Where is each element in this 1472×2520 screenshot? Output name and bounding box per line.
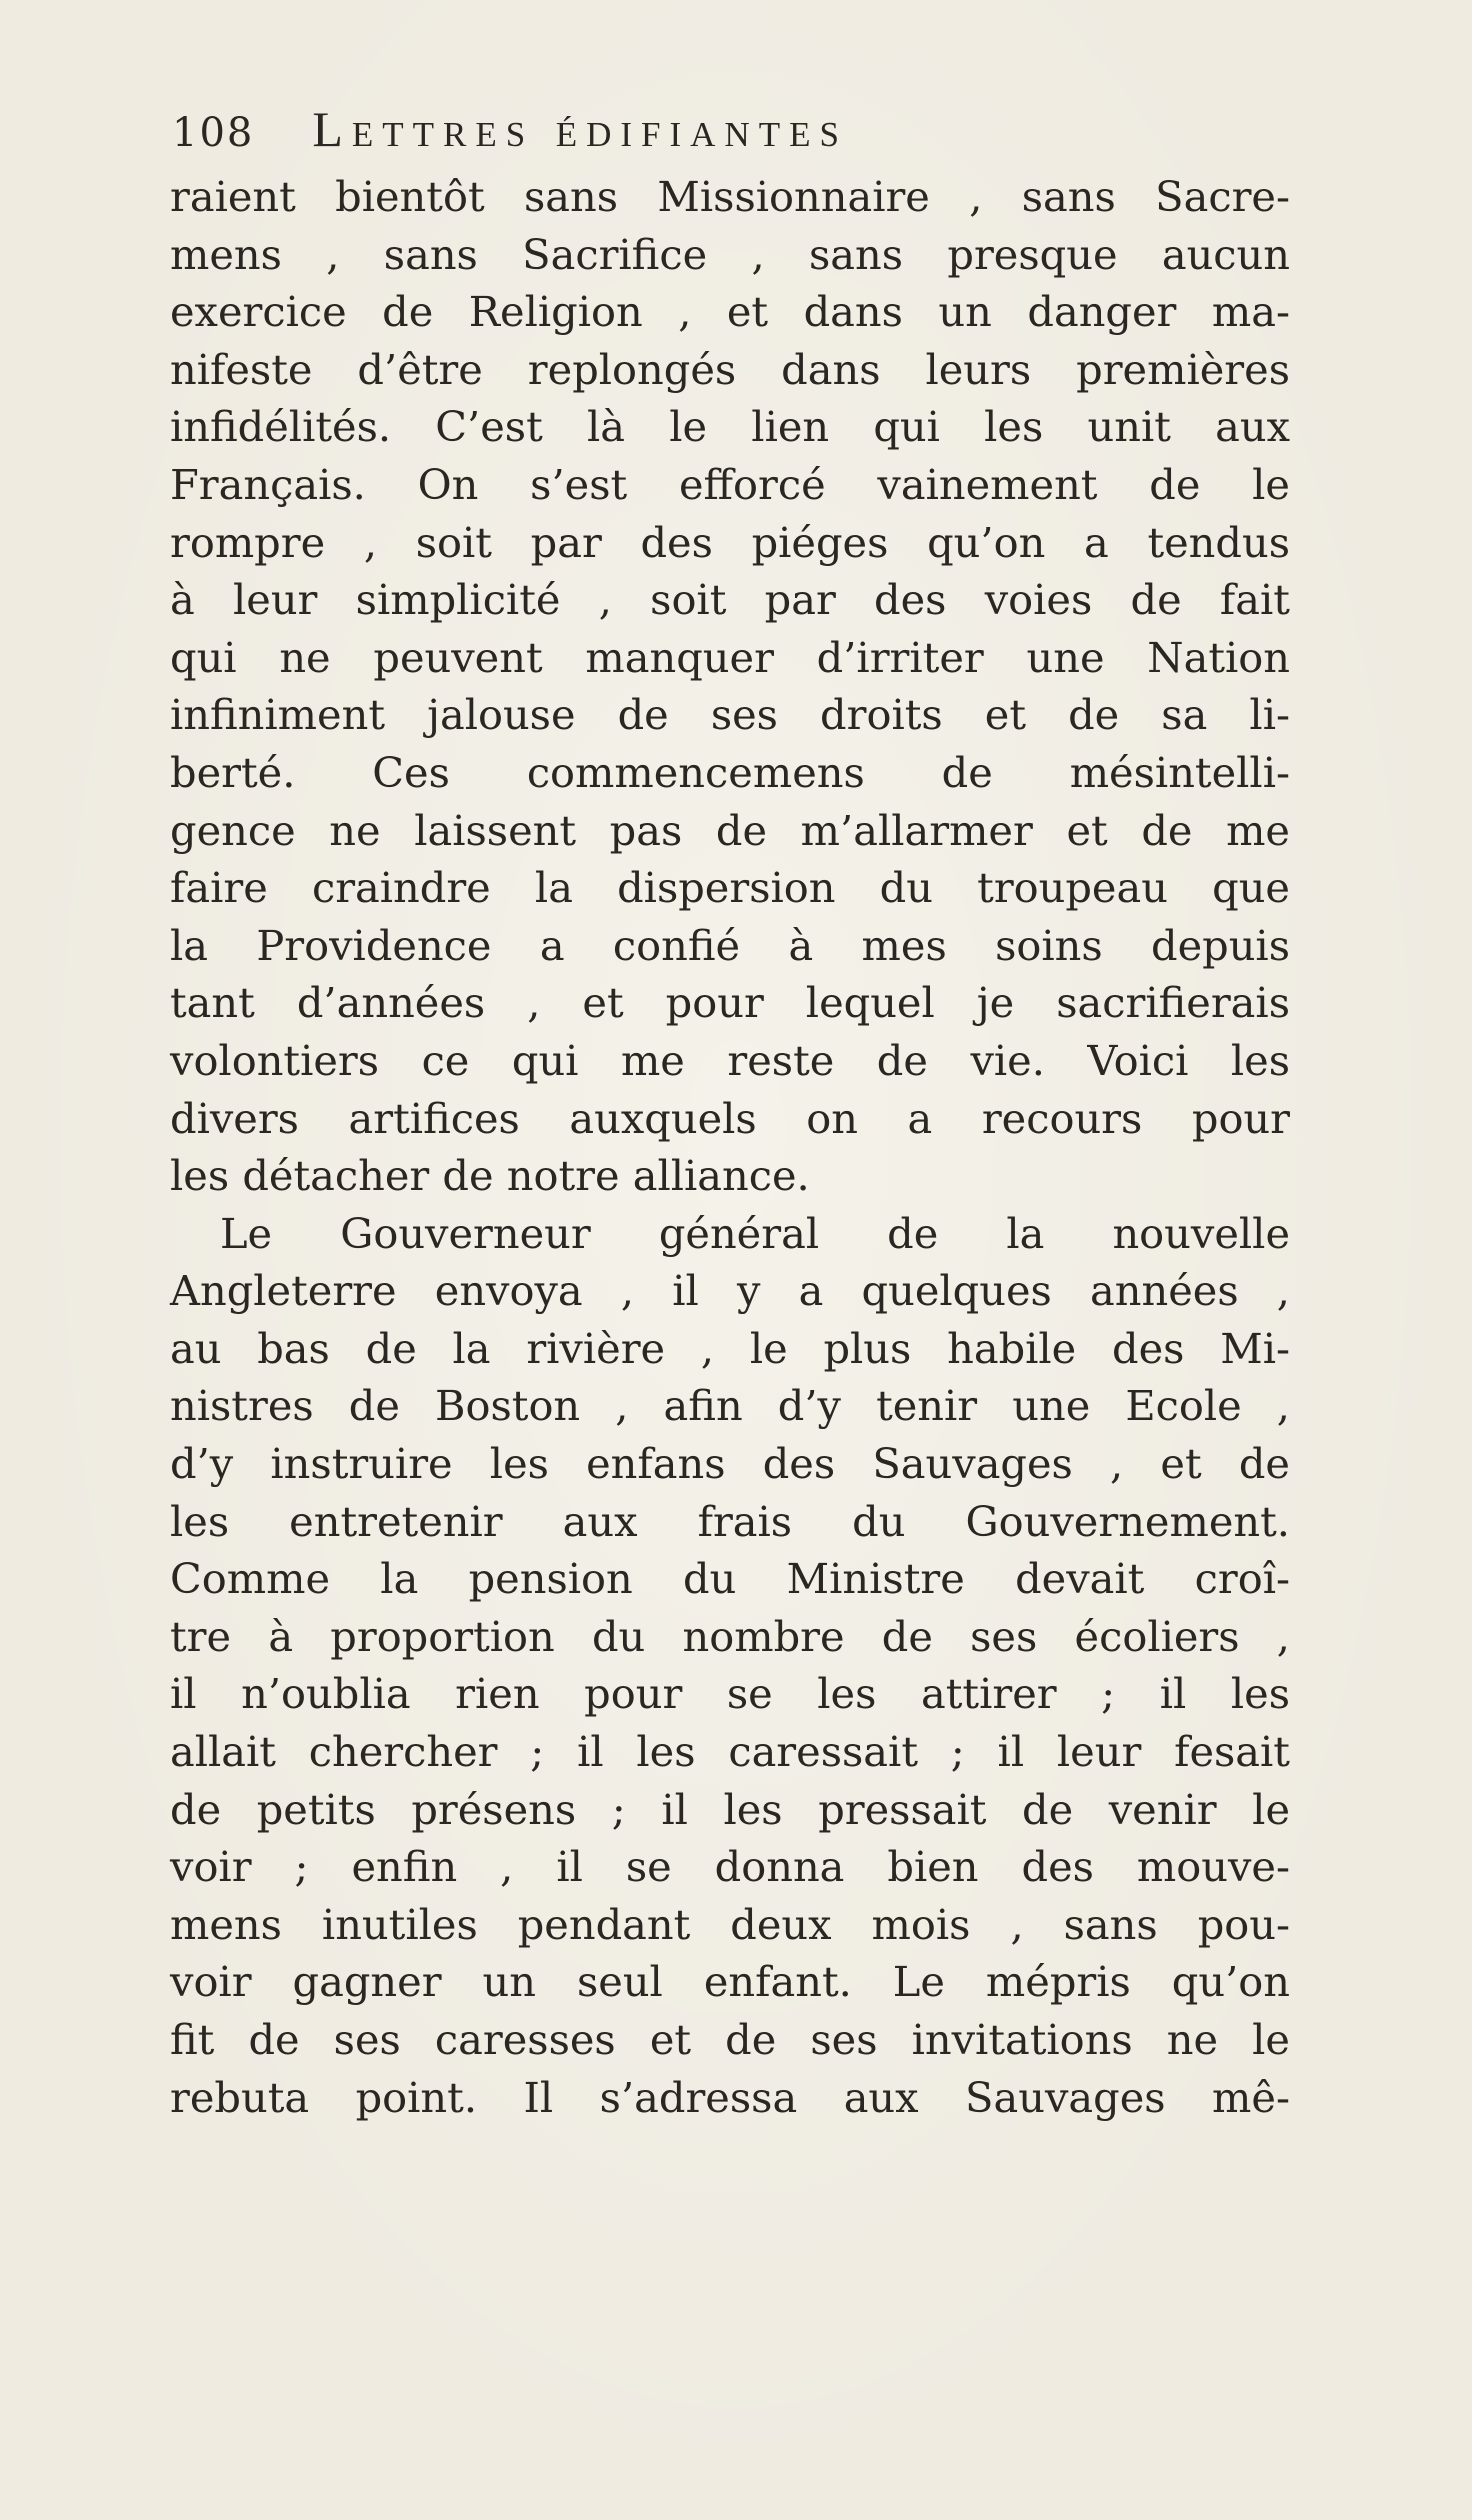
text-line: mens , sans Sacrifice , sans presque aucun [170,229,1290,279]
text-line: infidélités. C’est là le lien qui les unit aux [170,402,1290,452]
text-line: de petits présens ; il les pressait de venir le [170,1784,1290,1834]
page-header [172,100,1302,170]
text-line: au bas de la rivière , le plus habile des Mi- [170,1323,1290,1373]
text-line: faire craindre la dispersion du troupeau que [170,863,1290,913]
text-line: qui ne peuvent manquer d’irriter une Nation [170,632,1290,682]
text-line: nifeste d’être replongés dans leurs premières [170,344,1290,394]
text-line: rebuta point. Il s’adressa aux Sauvages mê- [170,2072,1290,2122]
text-line: infiniment jalouse de ses droits et de sa li- [170,690,1290,740]
text-line: d’y instruire les enfans des Sauvages , et de [170,1439,1290,1489]
text-line: rompre , soit par des piéges qu’on a tendus [170,517,1290,567]
text-line: il n’oublia rien pour se les attirer ; il les [170,1669,1290,1719]
text-line: mens inutiles pendant deux mois , sans pou- [170,1899,1290,1949]
text-line: les détacher de notre alliance. [170,1151,810,1201]
text-line: les entretenir aux frais du Gouvernement. [170,1496,1290,1546]
text-line: voir ; enfin , il se donna bien des mouve- [170,1842,1290,1892]
text-line: volontiers ce qui me reste de vie. Voici les [170,1035,1290,1085]
text-line: Angleterre envoya , il y a quelques années , [170,1266,1290,1316]
text-line: Le Gouverneur général de la nouvelle [220,1208,1290,1258]
page-number: 108 [172,110,255,156]
running-title: Lettres édifiantes [312,101,848,157]
text-body [170,168,1290,2126]
text-line: tre à proportion du nombre de ses écoliers , [170,1611,1290,1661]
text-line: exercice de Religion , et dans un danger ma- [170,287,1290,337]
text-line: nistres de Boston , afin d’y tenir une Ecole , [170,1381,1290,1431]
text-line: berté. Ces commencemens de mésintelli- [170,747,1290,797]
text-line: la Providence a confié à mes soins depuis [170,920,1290,970]
text-line: Comme la pension du Ministre devait croî- [170,1554,1290,1604]
text-line: à leur simplicité , soit par des voies de fait [170,575,1290,625]
text-line: gence ne laissent pas de m’allarmer et de me [170,805,1290,855]
text-line: tant d’années , et pour lequel je sacrifierais [170,978,1290,1028]
text-line: raient bientôt sans Missionnaire , sans Sacre- [170,172,1290,221]
text-line: allait chercher ; il les caressait ; il leur fesait [170,1727,1290,1777]
text-line: voir gagner un seul enfant. Le mépris qu’on [170,1957,1290,2007]
text-line: fit de ses caresses et de ses invitations ne le [170,2015,1290,2064]
text-line: Français. On s’est efforcé vainement de le [170,459,1290,509]
text-line: divers artifices auxquels on a recours pour [170,1093,1290,1143]
